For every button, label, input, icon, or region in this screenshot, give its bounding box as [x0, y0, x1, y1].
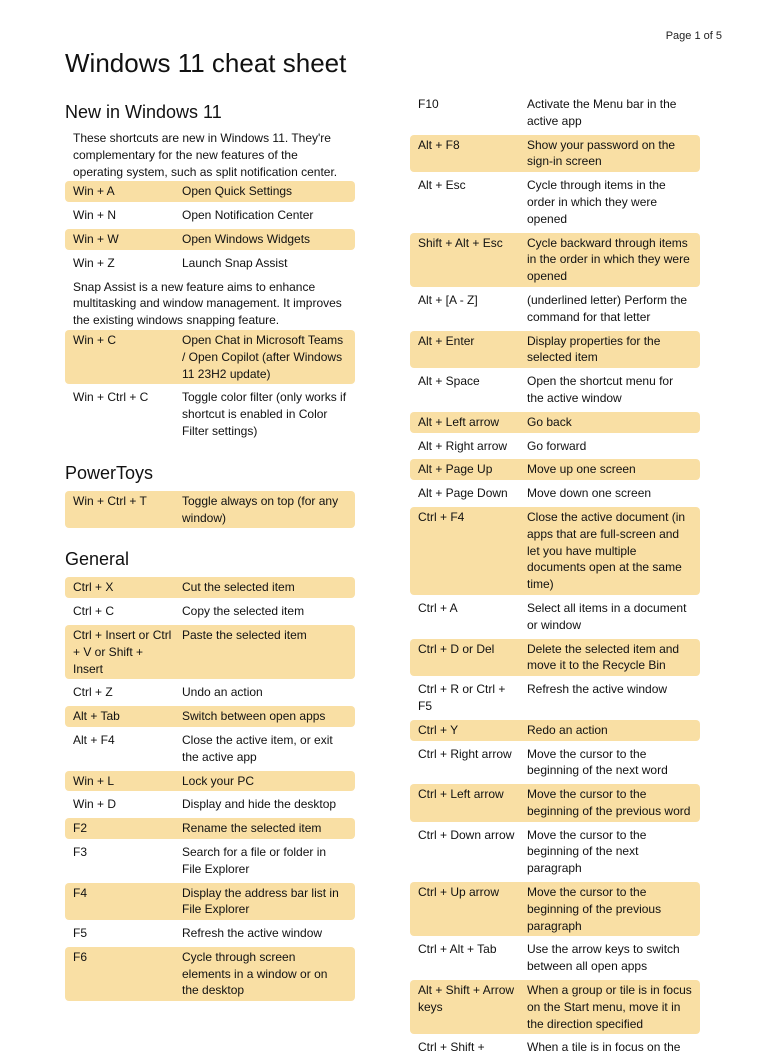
- section-heading-new: New in Windows 11: [65, 102, 222, 122]
- shortcut-description: Switch between open apps: [182, 709, 326, 724]
- shortcut-row: [65, 601, 355, 622]
- shortcut-table-new-1: [65, 181, 355, 273]
- shortcut-description: Go back: [527, 414, 572, 429]
- shortcut-row: [65, 253, 355, 274]
- shortcut-row: [410, 980, 700, 1034]
- shortcut-description: Undo an action: [182, 685, 263, 700]
- shortcut-key: Ctrl + Down arrow: [418, 827, 515, 842]
- shortcut-row: [410, 744, 700, 782]
- shortcut-row: [65, 947, 355, 1001]
- shortcut-row: [65, 181, 355, 202]
- shortcut-row: [410, 135, 700, 173]
- shortcut-description: Delete the selected item and move it to the Recycle Bin: [527, 641, 680, 673]
- shortcut-table-new-2: [65, 330, 355, 442]
- shortcut-key: Win + Z: [73, 255, 115, 270]
- shortcut-key: Ctrl + X: [73, 580, 114, 595]
- shortcut-row: [65, 330, 355, 384]
- shortcut-description: Paste the selected item: [182, 627, 307, 642]
- shortcut-key: Alt + [A - Z]: [418, 292, 478, 307]
- shortcut-description: (underlined letter) Perform the command for that letter: [527, 292, 688, 324]
- shortcut-row: [410, 175, 700, 229]
- shortcut-row: [410, 598, 700, 636]
- shortcut-key: Shift + Alt + Esc: [418, 235, 503, 250]
- shortcut-key: Win + Ctrl + C: [73, 390, 149, 405]
- shortcut-description: Display properties for the selected item: [527, 333, 661, 365]
- shortcut-table-general: [65, 577, 355, 1001]
- shortcut-description: Close the active item, or exit the active app: [182, 732, 333, 764]
- shortcut-row: [410, 412, 700, 433]
- shortcut-row: [410, 882, 700, 936]
- shortcut-description: When a tile is in focus on the: [527, 1040, 681, 1055]
- shortcut-description: Select all items in a document or window: [527, 600, 687, 632]
- shortcut-key: F3: [73, 844, 88, 859]
- shortcut-row: [410, 233, 700, 287]
- shortcut-row: [410, 1037, 700, 1058]
- shortcut-description: Display and hide the desktop: [182, 797, 337, 812]
- shortcut-description: Move the cursor to the beginning of the previous paragraph: [527, 885, 662, 933]
- shortcut-key: Ctrl + Z: [73, 685, 113, 700]
- shortcut-key: Win + Ctrl + T: [73, 493, 147, 508]
- shortcut-description: Move the cursor to the beginning of the previous word: [527, 787, 691, 818]
- page-title: Windows 11 cheat sheet: [65, 48, 347, 78]
- shortcut-row: [65, 794, 355, 815]
- shortcut-row: [410, 825, 700, 879]
- shortcut-row: [410, 679, 700, 717]
- shortcut-key: Ctrl + R or Ctrl + F5: [418, 682, 506, 713]
- shortcut-description: Open the shortcut menu for the active window: [527, 374, 674, 405]
- shortcut-description: Cycle through screen elements in a window or on the desktop: [182, 949, 328, 998]
- shortcut-key: Ctrl + F4: [418, 509, 465, 524]
- shortcut-row: [65, 491, 355, 529]
- shortcut-row: [65, 771, 355, 792]
- shortcut-key: Ctrl + Up arrow: [418, 885, 500, 900]
- intro-text: Snap Assist is a new feature aims to enhance multitasking and window management. It improves the existing windows snapping feature.: [73, 279, 342, 328]
- shortcut-key: Alt + Left arrow: [418, 414, 500, 429]
- intro-text: These shortcuts are new in Windows 11. They're complementary for the new features of the operating system, such as split notification center.: [73, 131, 338, 179]
- shortcut-key: Ctrl + A: [418, 600, 458, 615]
- shortcut-row: [410, 939, 700, 977]
- shortcut-row: [65, 842, 355, 880]
- shortcut-description: Toggle color filter (only works if shortcut is enabled in Color Filter settings): [182, 390, 347, 438]
- shortcut-key: Alt + F4: [73, 732, 115, 747]
- shortcut-key: Ctrl + Y: [418, 722, 459, 737]
- shortcut-description: Open Quick Settings: [182, 184, 293, 199]
- shortcut-description: Activate the Menu bar in the active app: [527, 97, 677, 128]
- shortcut-row: [65, 387, 355, 441]
- shortcut-description: Go forward: [527, 438, 587, 453]
- shortcut-description: Close the active document (in apps that are full-screen and let you have multiple documents open at the same time): [527, 509, 686, 592]
- shortcut-description: Move up one screen: [527, 462, 636, 477]
- shortcut-description: Move the cursor to the beginning of the next paragraph: [527, 827, 647, 876]
- shortcut-key: Win + D: [73, 797, 117, 812]
- shortcut-key: Alt + F8: [418, 137, 460, 152]
- shortcut-key: Ctrl + D or Del: [418, 641, 495, 656]
- shortcut-description: Move the cursor to the beginning of the next word: [527, 746, 668, 778]
- shortcut-table-powertoys: [65, 491, 355, 529]
- shortcut-key: Alt + Space: [418, 374, 480, 389]
- page-indicator: Page 1 of 5: [665, 30, 722, 42]
- shortcut-key: F2: [73, 821, 88, 836]
- shortcut-description: Rename the selected item: [182, 821, 322, 836]
- shortcut-row: [65, 577, 355, 598]
- shortcut-description: Lock your PC: [182, 773, 255, 788]
- shortcut-key: Win + C: [73, 332, 117, 347]
- shortcut-description: Open Notification Center: [182, 208, 314, 223]
- shortcut-key: F4: [73, 885, 88, 900]
- shortcut-row: [65, 625, 355, 679]
- shortcut-key: Alt + Right arrow: [418, 438, 508, 453]
- shortcut-description: Show your password on the sign-in screen: [527, 137, 676, 169]
- shortcut-row: [410, 459, 700, 480]
- shortcut-key: Win + L: [73, 773, 115, 788]
- shortcut-description: Refresh the active window: [527, 682, 668, 697]
- shortcut-table-continued: [410, 94, 700, 1058]
- shortcut-key: F10: [418, 97, 439, 111]
- shortcut-key: F5: [73, 926, 88, 941]
- shortcut-row: [65, 229, 355, 250]
- shortcut-key: Alt + Page Down: [418, 486, 508, 501]
- shortcut-row: [410, 720, 700, 741]
- shortcut-key: Win + N: [73, 208, 117, 223]
- shortcut-description: Cut the selected item: [182, 580, 295, 595]
- shortcut-key: Alt + Enter: [418, 333, 475, 348]
- shortcut-row: [65, 923, 355, 944]
- shortcut-description: Open Chat in Microsoft Teams / Open Copilot (after Windows 11 23H2 update): [182, 332, 344, 381]
- shortcut-row: [65, 682, 355, 703]
- shortcut-description: Open Windows Widgets: [182, 231, 311, 246]
- shortcut-key: F6: [73, 949, 88, 964]
- shortcut-row: [410, 483, 700, 504]
- shortcut-key: Alt + Tab: [73, 709, 120, 724]
- shortcut-description: Cycle backward through items in the order in which they were opened: [527, 235, 690, 284]
- shortcut-row: [410, 94, 700, 132]
- shortcut-key: Ctrl + Shift +: [418, 1040, 485, 1055]
- right-column: [410, 94, 700, 1061]
- shortcut-description: Use the arrow keys to switch between all open apps: [527, 942, 680, 974]
- shortcut-key: Alt + Esc: [418, 178, 466, 193]
- shortcut-description: Move down one screen: [527, 486, 652, 501]
- shortcut-key: Win + A: [73, 184, 115, 199]
- shortcut-row: [65, 818, 355, 839]
- shortcut-key: Alt + Page Up: [418, 462, 493, 477]
- shortcut-key: Win + W: [73, 231, 119, 246]
- shortcut-row: [410, 436, 700, 457]
- shortcut-description: Cycle through items in the order in which they were opened: [527, 178, 666, 226]
- shortcut-key: Alt + Shift + Arrow keys: [418, 983, 515, 1014]
- shortcut-key: Ctrl + Left arrow: [418, 787, 504, 802]
- section-heading-general: General: [65, 549, 130, 570]
- shortcut-description: Display the address bar list in File Explorer: [182, 885, 339, 917]
- shortcut-description: Search for a file or folder in File Explorer: [182, 844, 327, 876]
- shortcut-key: Ctrl + Right arrow: [418, 746, 512, 761]
- shortcut-row: [65, 730, 355, 768]
- shortcut-description: Copy the selected item: [182, 604, 305, 619]
- shortcut-row: [410, 290, 700, 328]
- left-column: [65, 98, 355, 1004]
- shortcut-key: Ctrl + Alt + Tab: [418, 942, 497, 957]
- shortcut-description: When a group or tile is in focus on the Start menu, move it in the direction specified: [527, 983, 692, 1031]
- shortcut-description: Redo an action: [527, 722, 608, 737]
- shortcut-row: [410, 784, 700, 822]
- shortcut-row: [410, 639, 700, 677]
- shortcut-row: [65, 706, 355, 727]
- shortcut-row: [65, 205, 355, 226]
- shortcut-description: Refresh the active window: [182, 926, 323, 941]
- shortcut-row: [410, 331, 700, 369]
- shortcut-row: [410, 371, 700, 409]
- shortcut-row: [65, 883, 355, 921]
- shortcut-key: Ctrl + C: [73, 604, 115, 619]
- shortcut-description: Toggle always on top (for any window): [182, 493, 339, 525]
- shortcut-row: [410, 507, 700, 595]
- shortcut-description: Launch Snap Assist: [182, 255, 288, 270]
- shortcut-key: Ctrl + Insert or Ctrl + V or Shift + Insert: [73, 627, 172, 676]
- section-heading-powertoys: PowerToys: [65, 462, 154, 483]
